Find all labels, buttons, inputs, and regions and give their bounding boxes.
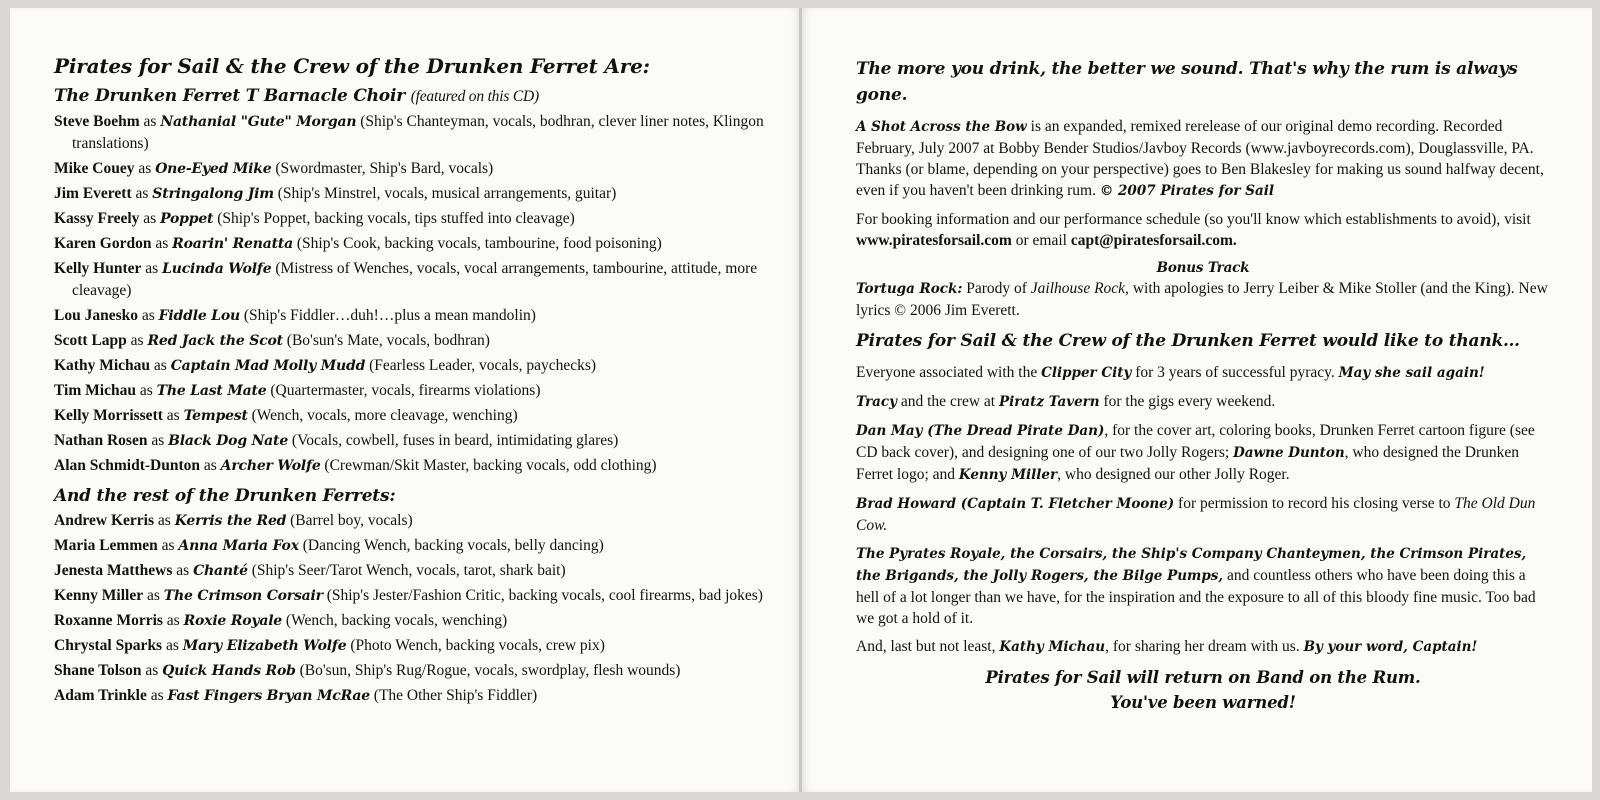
member-duties: (Swordmaster, Ship's Bard, vocals) [275, 160, 494, 177]
member-duties: (Wench, backing vocals, wenching) [285, 612, 508, 629]
bonus-track-label: Bonus Track [1156, 260, 1250, 276]
bonus-track: Tortuga Rock: Parody of Jailhouse Rock, with apologies to Jerry Leiber & Mike Stoller (and the King). New lyrics © 2006 Jim Everett. [856, 280, 1548, 319]
member-name: Tim Michau [54, 382, 136, 399]
member-name: Maria Lemmen [54, 537, 158, 554]
crew-member-entry [54, 380, 764, 402]
member-as: as [165, 637, 179, 654]
crew-member-entry [54, 455, 764, 477]
member-duties: (Ship's Jester/Fashion Critic, backing vocals, cool firearms, bad jokes) [326, 587, 763, 604]
member-pirate-name: Black Dog Nate [168, 433, 289, 449]
email-link[interactable]: capt@piratesforsail.com. [1070, 232, 1237, 249]
choir-list [54, 111, 764, 477]
crew-member-entry [54, 685, 764, 707]
crew-member-entry [54, 405, 764, 427]
member-duties: (Quartermaster, vocals, firearms violations) [270, 382, 541, 399]
member-duties: (Vocals, cowbell, fuses in beard, intimidating glares) [291, 432, 619, 449]
member-duties: (Fearless Leader, vocals, paychecks) [369, 357, 597, 374]
member-duties: (Ship's Cook, backing vocals, tambourine, food poisoning) [296, 235, 662, 252]
member-as: as [161, 537, 175, 554]
member-pirate-name: The Last Mate [156, 383, 267, 399]
member-name: Kenny Miller [54, 587, 144, 604]
thanks-piratz-tavern: Tracy and the crew at Piratz Tavern for the gigs every weekend. [856, 393, 1276, 410]
crew-member-entry [54, 510, 764, 532]
member-as: as [203, 457, 217, 474]
rest-list [54, 510, 764, 707]
left-page [10, 8, 800, 792]
website-link[interactable]: www.piratesforsail.com [856, 232, 1012, 249]
crew-member-entry [54, 660, 764, 682]
member-as: as [147, 587, 160, 604]
thanks-heading: Pirates for Sail & the Crew of the Drunken Ferret would like to thank… [856, 331, 1520, 351]
booking-info: For booking information and our performance schedule (so you'll know which establishments to avoid), visit www.piratesforsail.com or email capt@piratesforsail.com. [856, 211, 1531, 249]
member-duties: (Mistress of Wenches, vocals, vocal arrangements, tambourine, attitude, more cleavage) [72, 260, 758, 299]
crew-member-entry [54, 158, 764, 180]
member-as: as [135, 185, 149, 202]
album-intro: A Shot Across the Bow is an expanded, remixed rerelease of our original demo recording. Recorded February, July 2007 at Bobby Bender Studios/Javboy Records (www.javboyrecords.com), Douglassville, PA. Thanks (or blame, depending on your perspective) goes to Ben Blakesley for making us sound halfway decent, even if you haven't been drinking rum. © 2007 Pirates for Sail [856, 118, 1544, 199]
member-pirate-name: Quick Hands Rob [162, 663, 296, 679]
member-pirate-name: The Crimson Corsair [163, 588, 323, 604]
rest-heading: And the rest of the Drunken Ferrets: [54, 486, 396, 506]
member-duties: (The Other Ship's Fiddler) [373, 687, 538, 704]
crew-member-entry [54, 560, 764, 582]
member-as: as [143, 210, 157, 227]
member-pirate-name: Anna Maria Fox [178, 538, 299, 554]
crew-member-entry [54, 111, 764, 155]
member-duties: (Bo'sun's Mate, vocals, bodhran) [286, 332, 490, 349]
member-pirate-name: Stringalong Jim [152, 186, 274, 202]
member-name: Mike Couey [54, 160, 135, 177]
choir-note: (featured on this CD) [410, 88, 539, 105]
album-title: A Shot Across the Bow [856, 119, 1027, 135]
member-pirate-name: Red Jack the Scot [147, 333, 283, 349]
member-pirate-name: One-Eyed Mike [155, 161, 272, 177]
member-duties: (Crewman/Skit Master, backing vocals, odd clothing) [324, 457, 657, 474]
member-name: Jim Everett [54, 185, 132, 202]
crew-member-entry [54, 355, 764, 377]
member-as: as [143, 113, 157, 130]
crew-member-entry [54, 258, 764, 302]
member-pirate-name: Fiddle Lou [158, 308, 240, 324]
member-as: as [150, 687, 164, 704]
crew-member-entry [54, 610, 764, 632]
member-pirate-name: Kerris the Red [174, 513, 287, 529]
member-name: Andrew Kerris [54, 512, 155, 529]
closing-line-1: Pirates for Sail will return on Band on the Rum. [985, 668, 1421, 687]
member-name: Nathan Rosen [54, 432, 148, 449]
thanks-brad-howard: Brad Howard (Captain T. Fletcher Moone) for permission to record his closing verse to The Old Dun Cow. [856, 495, 1536, 534]
member-as: as [141, 307, 155, 324]
member-name: Jenesta Matthews [54, 562, 173, 579]
member-name: Karen Gordon [54, 235, 152, 252]
member-pirate-name: Nathanial "Gute" Morgan [160, 114, 357, 130]
member-name: Chrystal Sparks [54, 637, 163, 654]
member-pirate-name: Poppet [160, 211, 214, 227]
member-as: as [157, 512, 171, 529]
member-pirate-name: Lucinda Wolfe [162, 261, 272, 277]
member-name: Kathy Michau [54, 357, 151, 374]
crew-member-entry [54, 635, 764, 657]
thanks-artists: Dan May (The Dread Pirate Dan), for the cover art, coloring books, Drunken Ferret cartoon figure (see CD back cover), and designing one of our two Jolly Rogers; Dawne Dunton, who designed the Drunken Ferret logo; and Kenny Miller, who designed our other Jolly Roger. [856, 422, 1535, 483]
member-name: Steve Boehm [54, 113, 140, 130]
member-duties: (Photo Wench, backing vocals, crew pix) [350, 637, 605, 654]
member-name: Kelly Hunter [54, 260, 142, 277]
choir-title: The Drunken Ferret T Barnacle Choir [54, 86, 405, 106]
choir-heading [54, 84, 764, 109]
member-duties: (Ship's Seer/Tarot Wench, vocals, tarot, shark bait) [251, 562, 566, 579]
member-pirate-name: Chanté [193, 563, 248, 579]
crew-member-entry [54, 233, 764, 255]
crew-member-entry [54, 330, 764, 352]
crew-member-entry [54, 430, 764, 452]
member-name: Scott Lapp [54, 332, 127, 349]
member-as: as [145, 662, 159, 679]
member-as: as [151, 432, 165, 449]
member-as: as [139, 382, 153, 399]
member-name: Lou Janesko [54, 307, 138, 324]
member-name: Shane Tolson [54, 662, 142, 679]
member-as: as [176, 562, 190, 579]
member-as: as [138, 160, 152, 177]
member-pirate-name: Captain Mad Molly Mudd [170, 358, 366, 374]
member-as: as [130, 332, 144, 349]
member-name: Alan Schmidt-Dunton [54, 457, 200, 474]
member-name: Kelly Morrissett [54, 407, 163, 424]
member-duties: (Dancing Wench, backing vocals, belly dancing) [302, 537, 604, 554]
member-as: as [166, 612, 180, 629]
member-pirate-name: Fast Fingers Bryan McRae [167, 688, 370, 704]
member-duties: (Barrel boy, vocals) [290, 512, 413, 529]
thanks-clipper-city: Everyone associated with the Clipper City for 3 years of successful pyracy. May she sail again! [856, 364, 1485, 381]
member-as: as [166, 407, 180, 424]
member-name: Roxanne Morris [54, 612, 163, 629]
member-pirate-name: Tempest [183, 408, 248, 424]
crew-member-entry [54, 183, 764, 205]
member-duties: (Ship's Fiddler…duh!…plus a mean mandolin) [243, 307, 536, 324]
member-duties: (Ship's Minstrel, vocals, musical arrangements, guitar) [277, 185, 617, 202]
crew-member-entry [54, 535, 764, 557]
crew-heading: Pirates for Sail & the Crew of the Drunken Ferret Are: [54, 54, 650, 78]
crew-member-entry [54, 208, 764, 230]
closing-line-2: You've been warned! [1110, 693, 1296, 712]
member-duties: (Bo'sun, Ship's Rug/Rogue, vocals, swordplay, flesh wounds) [299, 662, 681, 679]
thanks-other-bands: The Pyrates Royale, the Corsairs, the Ship's Company Chanteymen, the Crimson Pirates, the Brigands, the Jolly Rogers, the Bilge Pumps, and countless others who have been doing this a hell of a lot longer than we have, for the inspiration and the exposure to all of this bloody fine music. Too bad we got a hold of it. [856, 546, 1536, 627]
thanks-captain: And, last but not least, Kathy Michau, for sharing her dream with us. By your word, Captain! [856, 638, 1478, 655]
crew-member-entry [54, 585, 764, 607]
member-duties: (Ship's Chanteyman, vocals, bodhran, clever liner notes, Klingon translations) [72, 113, 764, 152]
member-duties: (Wench, vocals, more cleavage, wenching) [251, 407, 518, 424]
copyright: © 2007 Pirates for Sail [1099, 183, 1274, 199]
member-name: Kassy Freely [54, 210, 140, 227]
member-duties: (Ship's Poppet, backing vocals, tips stuffed into cleavage) [217, 210, 575, 227]
member-as: as [145, 260, 159, 277]
crew-member-entry [54, 305, 764, 327]
bonus-track-title: Tortuga Rock: [856, 281, 963, 297]
member-pirate-name: Roarin' Renatta [172, 236, 294, 252]
member-pirate-name: Roxie Royale [183, 613, 283, 629]
member-as: as [155, 235, 169, 252]
right-page [802, 8, 1592, 792]
member-as: as [153, 357, 167, 374]
member-name: Adam Trinkle [54, 687, 147, 704]
motto: The more you drink, the better we sound. That's why the rum is always gone. [856, 59, 1518, 105]
member-pirate-name: Archer Wolfe [220, 458, 321, 474]
member-pirate-name: Mary Elizabeth Wolfe [182, 638, 347, 654]
